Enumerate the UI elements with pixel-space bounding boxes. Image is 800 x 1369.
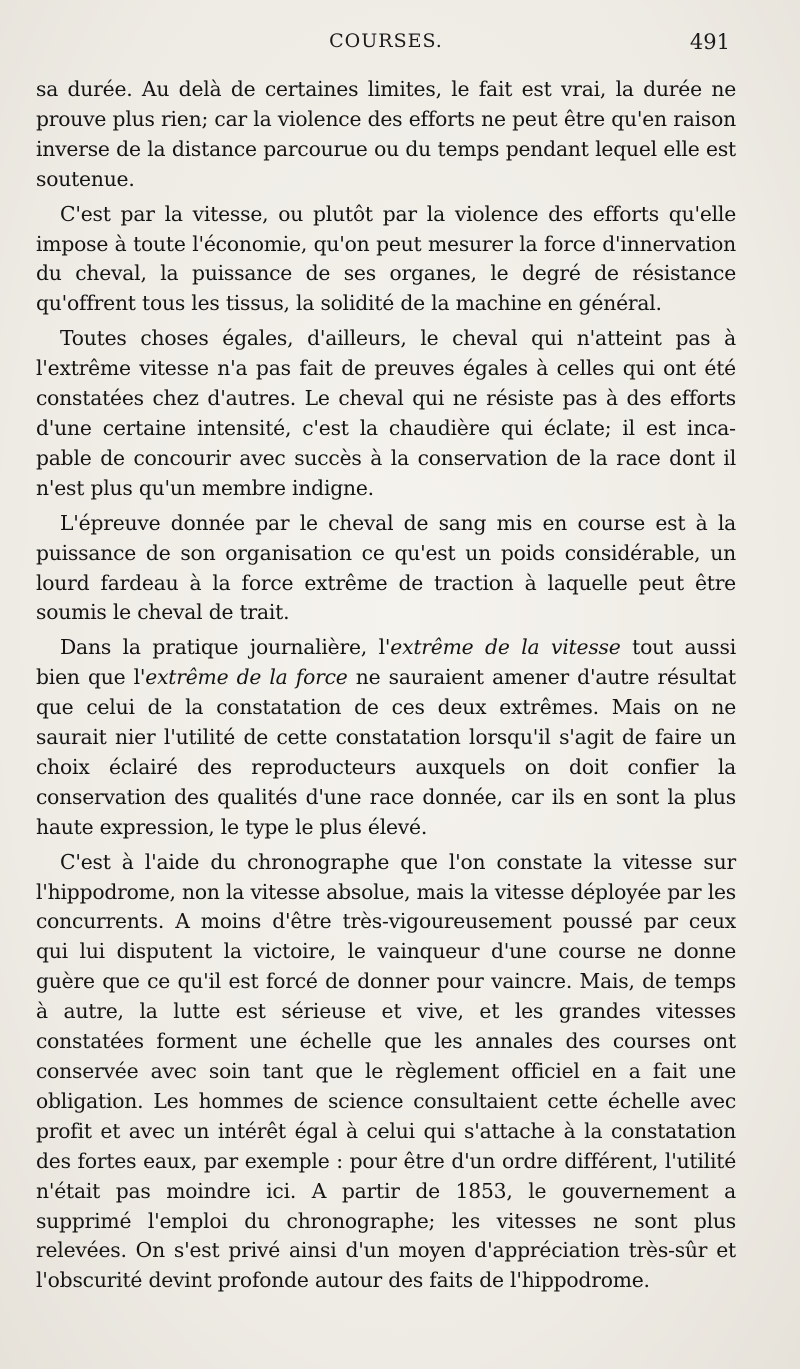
italic-extreme-force: extrême de la force [145,665,348,690]
paragraph-5-part-c: ne sauraient amener d'autre résultat que celui de la constatation de ces deux extrêmes. Mais on ne saurait nier l'utilité de cette constatation lorsqu'il s'agit de faire un choix éclairé des reproducteurs auxquels on doit confier la conservation des qualités d'une race donnée, car ils en sont la plus haute expression, le type le plus élevé. [36,665,736,839]
paragraph-5-part-b: tout aussi bien que l' [36,635,736,690]
paragraph-5 [36,633,736,842]
paragraph-1: sa durée. Au delà de certaines limites, le fait est vrai, la durée ne prouve plus rien; car la violence des efforts ne peut être qu'en raison inverse de la distance parcourue ou du temps pendant lequel elle est soutenue. [36,77,736,191]
paragraph-4: L'épreuve donnée par le cheval de sang mis en course est à la puissance de son organisation ce qu'est un poids considérable, un lourd fardeau à la force extrême de traction à laquelle peut être soumis le cheval de trait. [36,510,736,625]
paragraph-5-part-a: Dans la pratique journalière, l' [60,635,391,660]
page-header [36,30,736,60]
running-head: COURSES. [329,30,443,52]
paragraph-3: Toutes choses égales, d'ailleurs, le cheval qui n'atteint pas à l'extrême vitesse n'a pas fait de preuves égales à celles qui ont été constatées chez d'autres. Le cheval qui ne résiste pas à des efforts d'une certaine intensité, c'est la chaudière qui éclate; il est incapable de concourir avec succès à la conservation de la race dont il n'est plus qu'un membre indigne. [36,326,736,500]
italic-extreme-vitesse: extrême de la vitesse [390,635,621,660]
page-number: 491 [689,30,730,54]
body-text [36,75,736,1301]
paragraph-6: C'est à l'aide du chronographe que l'on constate la vitesse sur l'hippodrome, non la vitesse absolue, mais la vitesse déployée par les concurrents. A moins d'être très-vigoureusement poussé par ceux qui lui disputent la victoire, le vainqueur d'une course ne donne guère que ce qu'il est forcé de donner pour vaincre. Mais, de temps à autre, la lutte est sérieuse et vive, et les grandes vitesses constatées forment une échelle que les annales des courses ont conservée avec soin tant que le règlement officiel en a fait une obligation. Les hommes de science consultaient cette échelle avec profit et avec un intérêt égal à celui qui s'attache à la constatation des fortes eaux, par exemple : pour être d'un ordre différent, l'utilité n'était pas moindre ici. A partir de 1853, le gouvernement a supprimé l'emploi du chronographe; les vitesses ne sont plus relevées. On s'est privé ainsi d'un moyen d'appréciation très-sûr et l'obscurité devint profonde autour des faits de l'hippodrome. [36,849,736,1293]
paragraph-2: C'est par la vitesse, ou plutôt par la violence des efforts qu'elle impose à toute l'économie, qu'on peut mesurer la force d'innervation du cheval, la puissance de ses organes, le degré de résistance qu'offrent tous les tissus, la solidité de la machine en général. [36,201,736,316]
